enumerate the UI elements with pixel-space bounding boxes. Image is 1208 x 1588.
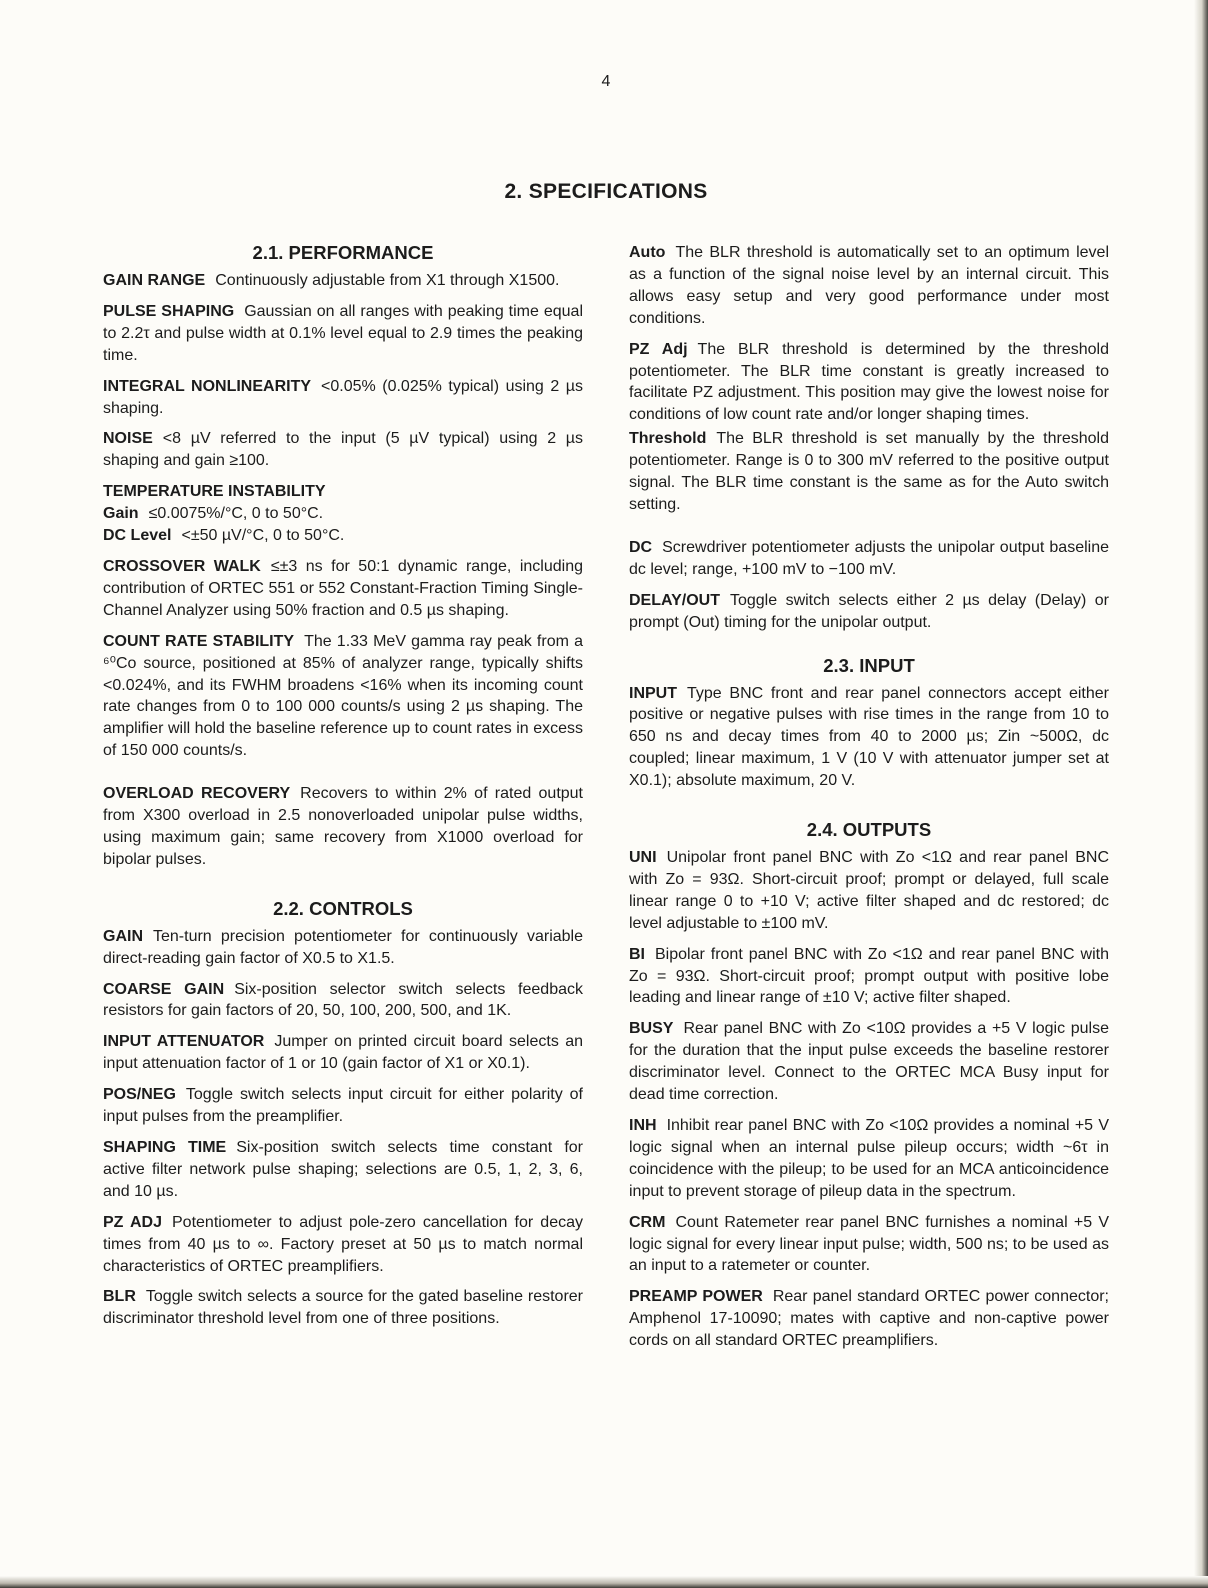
output-bi: BI Bipolar front panel BNC with Zo <1Ω and rear panel BNC with Zo = 93Ω. Short-circuit proof; prompt output with positive lobe leading and linear range of ±10 V; active filter shaped.: [629, 945, 1109, 1007]
spacer: [103, 771, 583, 783]
spec-noise: NOISE <8 µV referred to the input (5 µV typical) using 2 µs shaping and gain ≥100.: [103, 430, 583, 470]
section-heading-input: 2.3. INPUT: [823, 654, 915, 676]
spec-pulse-shaping: PULSE SHAPING Gaussian on all ranges with peaking time equal to 2.2τ and pulse width at 0.1% level equal to 2.9 times the peaking time.: [103, 302, 583, 364]
control-dc: DC Screwdriver potentiometer adjusts the unipolar output baseline dc level; range, +100 mV to −100 mV.: [629, 538, 1109, 578]
control-coarse-gain: COARSE GAIN Six-position selector switch selects feedback resistors for gain factors of 20, 50, 100, 200, 500, and 1K.: [103, 980, 583, 1020]
page-title: 2. SPECIFICATIONS: [504, 180, 708, 203]
page-edge-bottom: [0, 1576, 1208, 1588]
temperature-heading: TEMPERATURE INSTABILITY: [103, 483, 326, 501]
spec-integral-nonlinearity: INTEGRAL NONLINEARITY <0.05% (0.025% typical) using 2 µs shaping.: [103, 377, 583, 417]
spec-input: INPUT Type BNC front and rear panel connectors accept either positive or negative pulses with rise times in the range from 10 to 650 ns and decay times from 40 to 2000 µs; Zin ~500Ω, dc coupled; linear maximum, 1 V (10 V with attenuator jumper set at X0.1); absolute maximum, 20 V.: [629, 684, 1109, 790]
spacer: [103, 880, 583, 898]
section-heading-outputs: 2.4. OUTPUTS: [806, 819, 932, 841]
blr-pz-adj: PZ Adj The BLR threshold is determined by the threshold potentiometer. The BLR time constant is greatly increased to facilitate PZ adjustment. This position may give the lowest noise for conditions of low count rate and/or longer shaping times.: [629, 340, 1109, 424]
spec-gain-range: GAIN RANGE Continuously adjustable from X1 through X1500.: [103, 272, 560, 289]
temperature-dc-level: DC Level <±50 µV/°C, 0 to 50°C.: [103, 527, 345, 545]
control-delay-out: DELAY/OUT Toggle switch selects either 2 µs delay (Delay) or prompt (Out) timing for the unipolar output.: [629, 591, 1109, 631]
spacer: [629, 801, 1109, 819]
blr-threshold: Threshold The BLR threshold is set manually by the threshold potentiometer. Range is 0 to 300 mV referred to the positive output signal. The BLR time constant is the same as for the Auto switch setting.: [629, 430, 1109, 513]
spacer: [629, 643, 1109, 655]
spec-temperature-instability: [103, 481, 583, 547]
control-blr: BLR Toggle switch selects a source for the gated baseline restorer discriminator threshold level from one of three positions.: [103, 1288, 583, 1328]
page-number: 4: [601, 73, 611, 90]
spec-overload-recovery: OVERLOAD RECOVERY Recovers to within 2% of rated output from X300 overload in 2.5 nonoverloaded unipolar pulse widths, using maximum gain; same recovery from X1000 overload for bipolar pulses.: [103, 785, 584, 868]
output-inh: INH Inhibit rear panel BNC with Zo <10Ω provides a nominal +5 V logic signal when an internal pulse pileup occurs; width ~6τ in coincidence with the pileup; to be used for an MCA anticoincidence input to prevent storage of pileup data in the spectrum.: [629, 1117, 1109, 1200]
control-pos-neg: POS/NEG Toggle switch selects input circuit for either polarity of input pulses from the preamplifier.: [103, 1086, 583, 1126]
control-shaping-time: SHAPING TIME Six-position switch selects time constant for active filter network pulse shaping; selections are 0.5, 1, 2, 3, 6, and 10 µs.: [103, 1139, 584, 1200]
spec-crossover-walk: CROSSOVER WALK ≤±3 ns for 50:1 dynamic range, including contribution of ORTEC 551 or 552 Constant-Fraction Timing Single-Channel Analyzer using 50% fraction and 0.5 µs shaping.: [103, 557, 583, 619]
blr-auto: Auto The BLR threshold is automatically set to an optimum level as a function of the signal noise level by an internal circuit. This allows easy setup and very good performance under most conditions.: [629, 244, 1109, 327]
output-busy: BUSY Rear panel BNC with Zo <10Ω provides a +5 V logic pulse for the duration that the input pulse exceeds the baseline restorer discriminator level. Connect to the ORTEC MCA Busy input for dead time correction.: [629, 1020, 1109, 1104]
control-gain: GAIN Ten-turn precision potentiometer for continuously variable direct-reading gain factor of X0.5 to X1.5.: [103, 927, 583, 967]
left-column: [103, 242, 583, 1339]
output-crm: CRM Count Ratemeter rear panel BNC furnishes a nominal +5 V logic signal for every linear input pulse; width, 500 ns; to be used as an input to a ratemeter or counter.: [629, 1213, 1109, 1275]
output-preamp-power: PREAMP POWER Rear panel standard ORTEC power connector; Amphenol 17-10090; mates with captive and non-captive power cords on all standard ORTEC preamplifiers.: [629, 1288, 1109, 1350]
control-input-attenuator: INPUT ATTENUATOR Jumper on printed circuit board selects an input attenuation factor of 1 or 10 (gain factor of X1 or X0.1).: [103, 1033, 583, 1073]
control-pz-adj: PZ ADJ Potentiometer to adjust pole-zero cancellation for decay times from 40 µs to ∞. Factory preset at 50 µs to match normal characteristics of ORTEC preamplifiers.: [103, 1213, 584, 1275]
spec-count-rate-stability: COUNT RATE STABILITY The 1.33 MeV gamma ray peak from a ⁶⁰Co source, positioned at 85% of analyzer range, typically shifts <0.024%, and its FWHM broadens <16% when its incoming count rate changes from 0 to 100 000 counts/s using 2 µs shaping. The amplifier will hold the baseline reference up to count rates in excess of 150 000 counts/s.: [103, 632, 583, 760]
output-uni: UNI Unipolar front panel BNC with Zo <1Ω and rear panel BNC with Zo = 93Ω. Short-circuit proof; prompt or delayed, full scale linear range 0 to +10 V; active filter shaped and dc restored; dc level adjustable to ±100 mV.: [629, 849, 1109, 932]
section-heading-performance: 2.1. PERFORMANCE: [252, 242, 434, 263]
right-column: [629, 242, 1109, 1361]
section-heading-controls: 2.2. CONTROLS: [273, 897, 413, 919]
temperature-gain: Gain ≤0.0075%/°C, 0 to 50°C.: [103, 505, 324, 523]
spacer: [629, 525, 1109, 537]
page-edge-right: [1194, 0, 1208, 1588]
